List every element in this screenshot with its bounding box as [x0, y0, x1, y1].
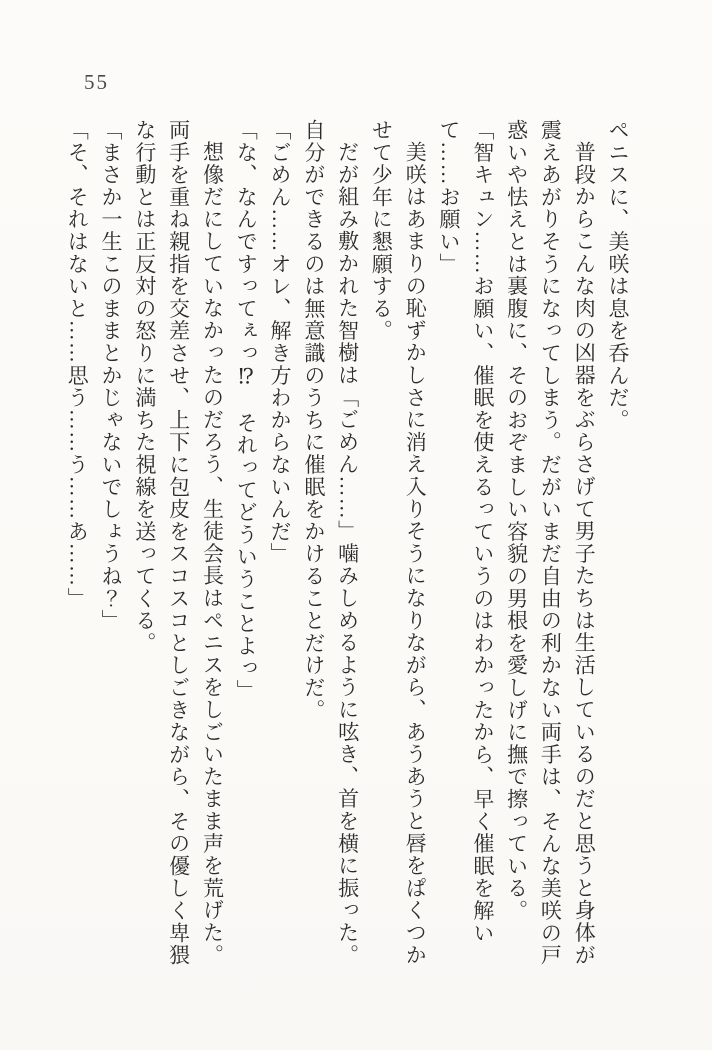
paragraph: 「そ、それはないと……思う……う……あ……」	[65, 119, 90, 610]
paragraph: 「智キュン……お願い、催眠を使えるっていうのはわかったから、早く催眠を解いて……お願い」	[437, 119, 495, 945]
paragraph: 「ごめん……オレ、解き方わからないんだ」	[268, 119, 293, 565]
paragraph: 「まさか一生このままとかじゃないでしょうね？」	[99, 119, 124, 632]
paragraph: 美咲はあまりの恥ずかしさに消え入りそうになりながら、あうあうと唇をぱくつかせて少年に懇願する。	[369, 119, 428, 967]
paragraph: 普段からこんな肉の凶器をぶらさげて男子たちは生活しているのだと思うと身体が震えあがりそうになってしまう。だがいまだ自由の利かない両手は、そんな美咲の戸惑いや怯えとは裏腹に、そのおぞましい容貌の男根を愛しげに撫で擦っている。	[504, 119, 597, 967]
text-block	[58, 119, 634, 971]
paragraph: ペニスに、美咲は息を呑んだ。	[606, 119, 630, 432]
paragraph: 想像だにしていなかったのだろう、生徒会長はペニスをしごいたまま声を荒げた。両手を重ね親指を交差させ、上下に包皮をスコスコとしごきながら、その優しく卑猥な行動とは正反対の怒りに満ちた視線を送ってくる。	[132, 119, 225, 967]
page-number: 55	[84, 70, 109, 94]
paragraph: だが組み敷かれた智樹は「ごめん……」噛みしめるように呟き、首を横に振った。自分ができるのは無意識のうちに催眠をかけることだけだ。	[301, 119, 360, 967]
paragraph: 「な、なんですってぇっ⁉ それってどういうことよっ」	[234, 119, 259, 702]
